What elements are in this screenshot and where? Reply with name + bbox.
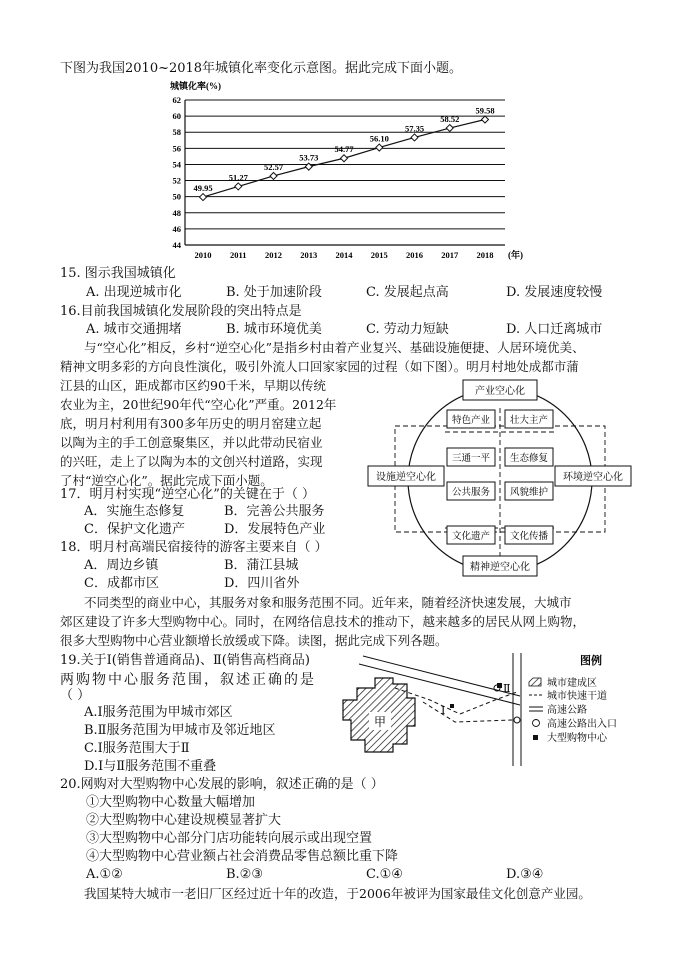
q19-option-d: D.Ⅰ与Ⅱ服务范围不重叠: [84, 759, 217, 774]
y-tick-label: 52: [172, 175, 181, 186]
passage3-line2: 郊区建设了许多大型购物中心。同时，在网络信息技术的推动下，越来越多的居民从网上购物，: [60, 614, 586, 629]
data-label: 58.52: [440, 114, 460, 125]
q17-option-c: C．保护文化遗产: [84, 522, 185, 537]
x-tick-label: 2015: [370, 250, 388, 260]
diagram-bottom: [463, 556, 537, 576]
y-tick-label: 58: [172, 127, 181, 138]
q15-option-c: C. 发展起点高: [366, 285, 449, 300]
passage2-line7: 的兴旺，走上了以陶为本的文创兴村道路，实现: [60, 454, 323, 469]
data-point: [341, 155, 348, 162]
svg-text:精神逆空心化: 精神逆空心化: [470, 562, 530, 573]
svg-text:城市快速干道: 城市快速干道: [547, 691, 607, 702]
q16-option-c: C. 劳动力短缺: [366, 322, 449, 337]
diagram-box-8: [505, 526, 553, 544]
q16-option-d: D. 人口迁离城市: [506, 322, 603, 337]
data-point: [235, 183, 242, 190]
diagram-left: [368, 466, 444, 486]
q20-item-2: ②大型购物中心建设规模显著扩大: [86, 813, 282, 828]
diagram-box-3: [447, 448, 495, 466]
passage2-line5: 底，明月村利用有300多年历史的明月窑建立起: [60, 416, 322, 431]
svg-text:高速公路出入口: 高速公路出入口: [547, 719, 617, 730]
q20-item-3: ③大型购物中心部分门店功能转向展示或出现空置: [86, 831, 373, 846]
svg-text:大型购物中心: 大型购物中心: [547, 733, 607, 744]
svg-text:风貌维护: 风貌维护: [509, 487, 549, 498]
svg-text:生态修复: 生态修复: [509, 453, 549, 464]
data-label: 57.35: [404, 123, 425, 134]
svg-text:壮大主产: 壮大主产: [509, 415, 549, 426]
q17-option-b: B．完善公共服务: [224, 504, 325, 519]
q17-option-d: D．发展特色产业: [224, 522, 326, 537]
y-tick-label: 48: [172, 207, 181, 218]
urbanization-chart: [160, 78, 530, 268]
y-tick-label: 56: [172, 143, 181, 154]
x-tick-label: 2012: [265, 250, 282, 260]
svg-text:三通一平: 三通一平: [451, 453, 491, 464]
q16-stem: 16.目前我国城镇化发展阶段的突出特点是: [60, 304, 302, 319]
svg-text:文化传播: 文化传播: [509, 531, 549, 542]
diagram-top: [463, 380, 537, 400]
q18-stem: 18．明月村高端民宿接待的游客主要来自（ ）: [60, 540, 328, 555]
y-tick-label: 60: [172, 111, 181, 122]
q15-option-b: B. 处于加速阶段: [226, 285, 322, 300]
passage2-line8: 了村“逆空心化”。据此完成下面小题。: [60, 473, 273, 488]
x-tick-label: 2014: [335, 250, 353, 260]
data-label: 54.77: [334, 144, 354, 155]
legend-city: [529, 676, 597, 689]
diagram-box-5: [447, 482, 495, 500]
shopping-center-map: [335, 648, 645, 770]
diagram-box-7: [447, 526, 495, 544]
x-tick-label: 2016: [406, 250, 423, 260]
q19-stem-2: 两购物中心服务范围，叙述正确的是: [60, 672, 316, 688]
passage3-line3: 很多大型购物中心营业额增长放缓或下降。读图，据此完成下列各题。: [60, 633, 448, 648]
q19-option-c: C.Ⅰ服务范围大于Ⅱ: [84, 741, 190, 756]
q20-option-a: A.①②: [86, 867, 123, 882]
mall-i-label: Ⅰ: [441, 705, 446, 717]
legend-highway: [529, 703, 587, 716]
diagram-box-6: [505, 482, 553, 500]
legend-expressway-city: [529, 689, 607, 702]
data-label: 53.73: [299, 152, 319, 163]
q20-option-c: C.①④: [366, 867, 403, 882]
last-line: 我国某特大城市一老旧厂区经过近十年的改造，于2006年被评为国家最佳文化创意产业园。: [84, 886, 591, 901]
data-label: 56.10: [369, 133, 389, 144]
q20-item-1: ①大型购物中心数量大幅增加: [86, 795, 256, 810]
x-tick-label: 2018: [476, 250, 494, 260]
q18-option-c: C．成都市区: [84, 576, 159, 591]
q20-option-d: D.③④: [506, 867, 544, 882]
diagram-right: [555, 466, 631, 486]
svg-text:公共服务: 公共服务: [451, 487, 491, 498]
passage2-line2: 精神文明多彩的方向良性演化，吸引外流人口回家家园的过程（如下图）。明月村地处成都市蒲: [60, 359, 579, 374]
mall-ii-label: Ⅱ: [503, 683, 511, 695]
data-point: [270, 172, 277, 179]
q18-option-d: D．四川省外: [224, 576, 300, 591]
data-label: 52.57: [263, 161, 284, 172]
q16-option-b: B. 城市环境优美: [226, 322, 322, 337]
hollowing-diagram: [365, 378, 645, 580]
svg-text:设施逆空心化: 设施逆空心化: [376, 472, 436, 483]
passage3-line1: 不同类型的商业中心，其服务对象和服务范围不同。近年来，随着经济快速发展，大城市: [84, 595, 572, 610]
data-label: 59.58: [475, 105, 495, 116]
q20-item-4: ④大型购物中心营业额占社会消费品零售总额比重下降: [86, 849, 399, 864]
y-tick-label: 62: [172, 95, 181, 105]
x-tick-label: 2010: [194, 250, 212, 260]
q17-stem: 17．明月村实现“逆空心化”的关键在于（ ）: [60, 487, 315, 502]
q18-option-b: B．蒲江县城: [224, 558, 299, 573]
legend-mall: [533, 731, 608, 744]
legend-title: 图例: [580, 655, 602, 667]
q17-option-a: A．实施生态修复: [84, 504, 185, 519]
data-point: [411, 134, 418, 141]
chart-xlabel: (年): [508, 250, 523, 260]
y-tick-label: 54: [172, 159, 181, 170]
q15-option-a: A. 出现逆城市化: [86, 285, 182, 300]
data-point: [376, 144, 383, 151]
q20-stem: 20.网购对大型购物中心发展的影响，叙述正确的是（ ）: [60, 777, 384, 792]
q19-stem-1: 19.关于Ⅰ(销售普通商品)、Ⅱ(销售高档商品): [60, 653, 310, 668]
q19-option-a: A.Ⅰ服务范围为甲城市郊区: [84, 705, 233, 720]
data-point: [446, 125, 453, 132]
passage2-line3: 江县的山区，距成都市区约90千米，早期以传统: [60, 378, 326, 393]
legend-exit: [533, 717, 618, 730]
diagram-box-2: [505, 410, 553, 428]
x-tick-label: 2017: [441, 250, 459, 260]
q16-option-a: A. 城市交通拥堵: [86, 322, 182, 337]
passage2-line6: 以陶为主的手工创意聚集区，并以此带动民宿业: [60, 435, 323, 450]
x-tick-label: 2011: [229, 250, 247, 260]
data-label: 49.95: [193, 183, 213, 194]
q18-option-a: A．周边乡镇: [84, 558, 159, 573]
data-label: 51.27: [228, 172, 248, 183]
svg-text:城市建成区: 城市建成区: [547, 678, 597, 689]
data-point: [482, 116, 489, 123]
passage2-line4: 农业为主，20世纪90年代“空心化”严重。2012年: [60, 397, 337, 412]
city-label: 甲: [373, 715, 387, 729]
data-point: [200, 194, 207, 201]
passage2-line1: 与“空心化”相反，乡村“逆空心化”是指乡村由着产业复兴、基础设施便捷、人居环境优美、: [84, 340, 585, 355]
chart-ylabel: 城镇化率(%): [170, 81, 221, 91]
diagram-box-4: [505, 448, 553, 466]
q19-option-b: B.Ⅱ服务范围为甲城市及邻近地区: [84, 723, 276, 738]
svg-text:文化遗产: 文化遗产: [451, 531, 491, 542]
x-tick-label: 2013: [300, 250, 318, 260]
intro-text: 下图为我国2010~2018年城镇化率变化示意图。据此完成下面小题。: [60, 61, 463, 76]
q19-stem-3: （ ）: [60, 688, 91, 703]
q20-option-b: B.②③: [226, 867, 263, 882]
q15-stem: 15. 图示我国城镇化: [60, 266, 176, 281]
svg-text:环境逆空心化: 环境逆空心化: [563, 472, 623, 483]
q15-option-d: D. 发展速度较慢: [506, 285, 603, 300]
diagram-box-1: [447, 410, 495, 428]
svg-text:高速公路: 高速公路: [547, 705, 587, 716]
svg-text:特色产业: 特色产业: [451, 415, 491, 426]
y-tick-label: 44: [172, 240, 181, 250]
y-tick-label: 50: [172, 191, 181, 202]
y-tick-label: 46: [172, 223, 181, 234]
svg-text:产业空心化: 产业空心化: [475, 386, 525, 397]
